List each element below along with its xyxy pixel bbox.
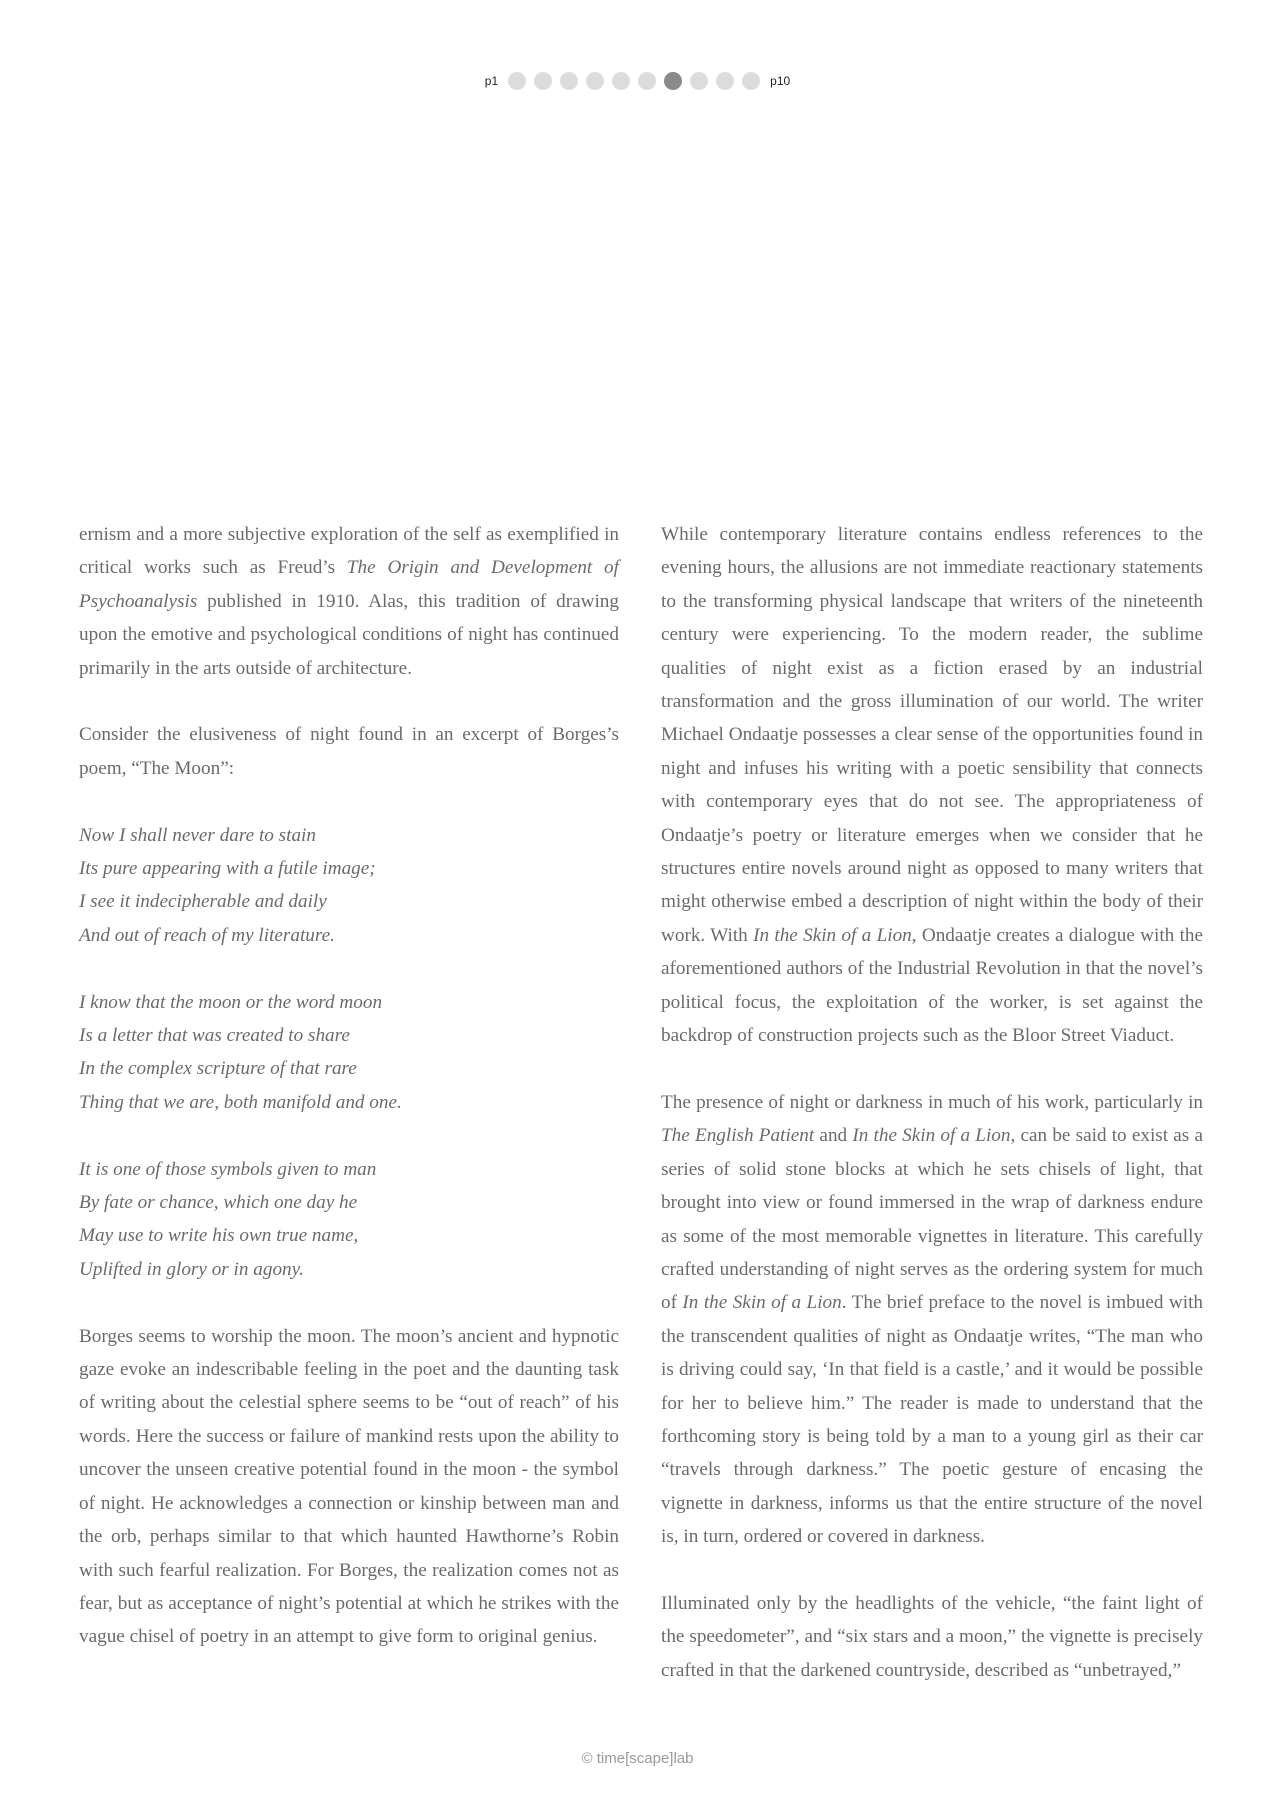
- page-dot-10[interactable]: [742, 72, 760, 90]
- left-column: [79, 518, 619, 1687]
- left-paragraph-borges-moon: Borges seems to worship the moon. The moon’s ancient and hypnotic gaze evoke an indescribable feeling in the poet and the daunting task of writing about the celestial sphere seems to be “out of reach” of his words. Here the success or failure of mankind rests upon the ability to uncover the unseen creative potential found in the moon - the symbol of night. He acknowledges a connection or kinship between man and the orb, perhaps similar to that which haunted Hawthorne’s Robin with such fearful realization. For Borges, the realization comes not as fear, but as acceptance of night’s potential at which he strikes with the vague chisel of poetry in an attempt to give form to original genius.: [79, 1325, 619, 1648]
- text-run: published in 1910. Alas, this tradition of drawing upon the emotive and psychological conditions of night has continued primarily in the arts outside of architecture.: [79, 590, 619, 679]
- poem-line: I know that the moon or the word moon: [79, 991, 383, 1013]
- poem-line: And out of reach of my literature.: [79, 924, 335, 946]
- left-paragraph-borges-intro: Consider the elusiveness of night found in an excerpt of Borges’s poem, “The Moon”:: [79, 724, 619, 779]
- italic-title: The English Patient: [661, 1125, 815, 1147]
- first-page-label[interactable]: p1: [484, 74, 499, 88]
- right-column: [661, 518, 1203, 1721]
- text-run: . The brief preface to the novel is imbued with the transcendent qualities of night as Ondaatje writes, “The man who is driving could say, ‘In that field is a castle,’ and it would be possible for her to believe him.” The reader is made to understand that the forthcoming story is being told by a man to a young girl as their car “travels through darkness.” The poetic gesture of encasing the vignette in darkness, informs us that the entire structure of the novel is, in turn, ordered or covered in darkness.: [661, 1292, 1204, 1548]
- italic-title: The Origin and Development of Psychoanalysis: [79, 557, 619, 612]
- text-run: ernism and a more subjective exploration of the self as exemplified in critical works such as Freud’s: [79, 524, 619, 579]
- poem-line: It is one of those symbols given to man: [79, 1158, 377, 1180]
- page-dot-3[interactable]: [560, 72, 578, 90]
- poem-line: I see it indecipherable and daily: [79, 891, 327, 913]
- right-paragraph-darkness: [661, 1086, 1203, 1554]
- page-dot-6[interactable]: [638, 72, 656, 90]
- page-dot-2[interactable]: [534, 72, 552, 90]
- text-run: , can be said to exist as a series of solid stone blocks at which he sets chisels of light, that brought into view or found immersed in the wrap of darkness endure as some of the most memorable vignettes in literature. This carefully crafted understanding of night serves as the ordering system for much of: [661, 1125, 1203, 1314]
- text-run: , Ondaatje creates a dialogue with the aforementioned authors of the Industrial Revolution in that the novel’s political focus, the exploitation of the worker, is set against the backdrop of construction projects such as the Bloor Street Viaduct.: [661, 924, 1204, 1047]
- poem-stanza-2: [79, 986, 619, 1120]
- right-paragraph-illuminated: Illuminated only by the headlights of the vehicle, “the faint light of the speedometer”, and “six stars and a moon,” the vignette is precisely crafted in that the darkened countryside, described as “unbetrayed,”: [661, 1592, 1203, 1681]
- poem-line: In the complex scripture of that rare: [79, 1058, 357, 1080]
- text-run: The presence of night or darkness in much of his work, particularly in: [661, 1091, 1203, 1113]
- italic-title: In the Skin of a Lion: [682, 1292, 842, 1314]
- poem-line: Its pure appearing with a futile image;: [79, 858, 376, 880]
- poem-line: Is a letter that was created to share: [79, 1025, 350, 1047]
- poem-line: Now I shall never dare to stain: [79, 824, 316, 846]
- left-paragraph-freud: [79, 518, 619, 685]
- page-navigator: [0, 72, 1275, 90]
- text-run: and: [814, 1125, 853, 1147]
- page-dot-1[interactable]: [508, 72, 526, 90]
- page-dot-5[interactable]: [612, 72, 630, 90]
- poem-line: Uplifted in glory or in agony.: [79, 1258, 304, 1280]
- page-dot-7[interactable]: [664, 72, 682, 90]
- poem-line: By fate or chance, which one day he: [79, 1192, 358, 1214]
- last-page-label[interactable]: p10: [770, 74, 791, 88]
- right-paragraph-contemporary: [661, 518, 1203, 1053]
- copyright-footer: © time[scape]lab: [581, 1750, 694, 1767]
- page-dot-9[interactable]: [716, 72, 734, 90]
- poem-stanza-1: [79, 819, 619, 953]
- text-run: While contemporary literature contains endless references to the evening hours, the allusions are not immediate reactionary statements to the transforming physical landscape that writers of the nineteenth century were experiencing. To the modern reader, the sublime qualities of night exist as a fiction erased by an industrial transformation and the gross illumination of our world. The writer Michael Ondaatje possesses a clear sense of the opportunities found in night and infuses his writing with a poetic sensibility that connects with contemporary eyes that do not see. The appropriateness of Ondaatje’s poetry or literature emerges when we consider that he structures entire novels around night as opposed to many writers that might otherwise embed a description of night within the body of their work. With: [661, 524, 1203, 946]
- italic-title: In the Skin of a Lion: [852, 1125, 1011, 1147]
- page-dot-4[interactable]: [586, 72, 604, 90]
- poem-stanza-3: [79, 1153, 619, 1287]
- page-dot-8[interactable]: [690, 72, 708, 90]
- italic-title: In the Skin of a Lion: [753, 924, 912, 946]
- poem-line: May use to write his own true name,: [79, 1225, 359, 1247]
- poem-line: Thing that we are, both manifold and one.: [79, 1091, 402, 1113]
- page-dots: [504, 72, 764, 90]
